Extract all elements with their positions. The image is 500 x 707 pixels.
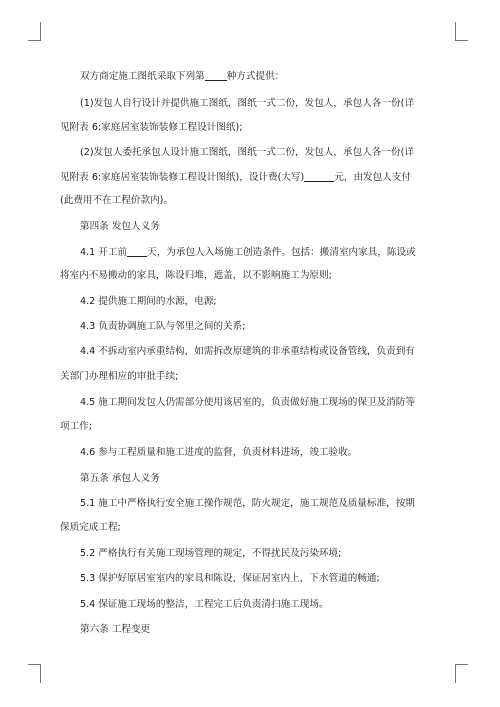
fill-in-blank <box>127 246 147 257</box>
paragraph-line: 4.6 参与工程质量和施工进度的监督，负责材料进场，竣工验收。 <box>80 447 358 458</box>
crop-mark-bottom-right <box>455 664 468 683</box>
fill-in-blank <box>304 171 334 182</box>
paragraph-line: 4.1 开工前 天，为承包人入场施工创造条件。包括：搬清室内家具，陈设或 <box>80 247 416 258</box>
paragraph-line: (此费用不在工程价款内)。 <box>60 195 174 206</box>
paragraph-line: 5.2 严格执行有关施工现场管理的规定，不得扰民及污染环境; <box>80 548 342 559</box>
section-heading: 第五条 承包人义务 <box>80 473 160 484</box>
paragraph-line: (1)发包人自行设计并提供施工图纸，图纸一式二份，发包人，承包人各一份(详 <box>80 98 414 109</box>
paragraph-line: 关部门办理相应的审批手续; <box>60 371 179 382</box>
paragraph-line: 4.5 施工期间发包人仍需部分使用该居室的，负责做好施工现场的保卫及消防等 <box>80 397 415 408</box>
paragraph-line: 见附表 6:家庭居室装饰装修工程设计图纸)，设计费(大写) 元，由发包人支付 <box>60 172 412 183</box>
paragraph-line: 4.2 提供施工期间的水源，电源; <box>80 296 217 307</box>
section-heading: 第四条 发包人义务 <box>80 221 160 232</box>
paragraph-line: 双方商定施工图纸采取下列第 种方式提供： <box>80 71 285 82</box>
paragraph-line: 4.3 负责协调施工队与邻里之间的关系; <box>80 321 246 332</box>
paragraph-line: 5.3 保护好原居室室内的家具和陈设，保证居室内上，下水管道的畅通; <box>80 573 380 584</box>
crop-mark-top-right <box>455 22 468 41</box>
section-heading: 第六条 工程变更 <box>80 624 151 635</box>
paragraph-line: 5.1 施工中严格执行安全施工操作规范，防火规定，施工规范及质量标准，按期 <box>80 498 415 509</box>
crop-mark-bottom-left <box>28 664 41 683</box>
fill-in-blank <box>205 70 227 81</box>
paragraph-line: 将室内不易搬动的家具，陈设归堆，遮盖，以不影响施工为原则; <box>60 270 332 281</box>
paragraph-line: 5.4 保证施工现场的整洁，工程完工后负责清扫施工现场。 <box>80 599 329 610</box>
paragraph-line: (2)发包人委托承包人设计施工图纸，图纸一式二份，发包人，承包人各一份(详 <box>80 147 414 158</box>
crop-mark-top-left <box>28 22 41 41</box>
paragraph-line: 见附表 6:家庭居室装饰装修工程设计图纸); <box>60 122 243 133</box>
paragraph-line: 4.4 不拆动室内承重结构，如需拆改原建筑的非承重结构或设备管线，负责到有 <box>80 346 415 357</box>
paragraph-line: 保质完成工程; <box>60 522 121 533</box>
paragraph-line: 项工作; <box>60 421 93 432</box>
